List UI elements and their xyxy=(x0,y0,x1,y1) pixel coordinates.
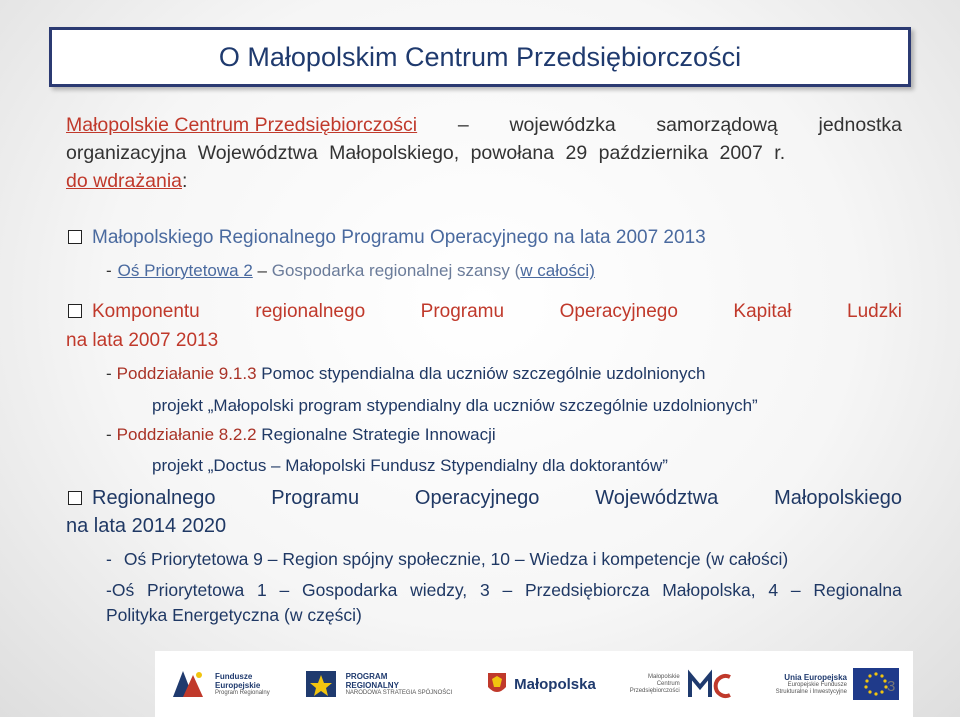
intro-text: organizacyjna Województwa Małopolskiego, powołana 29 października 2007 r. xyxy=(66,142,786,164)
footer-logo-band xyxy=(155,651,913,717)
dash: - xyxy=(106,549,112,569)
program-3-axis-1 xyxy=(106,549,788,570)
word: Programu xyxy=(271,487,360,509)
program-3-first-word xyxy=(68,487,215,510)
regional-program-star-icon xyxy=(304,667,340,701)
intro-word: jednostka xyxy=(818,114,902,136)
logo-4-line-1: Małopolskie xyxy=(648,673,680,680)
logo-4-text xyxy=(630,674,680,695)
logo-mcp xyxy=(630,667,742,701)
program-3-axis-2-line-1 xyxy=(106,580,902,601)
program-2-first-word xyxy=(68,301,200,323)
intro-word: – xyxy=(457,114,469,136)
word: Priorytetowa xyxy=(146,580,245,600)
logo-1-line-3: Program Regionalny xyxy=(215,689,270,696)
word: Małopolska, xyxy=(662,580,756,600)
program-3-title-line-1 xyxy=(68,487,902,510)
logo-2-line-1: PROGRAM xyxy=(345,671,388,681)
slide-title-box xyxy=(49,27,911,87)
logo-1-text xyxy=(215,672,270,697)
measure-9-1-3 xyxy=(106,364,705,384)
intro-line-1 xyxy=(66,111,902,139)
program-1-axis xyxy=(106,261,595,281)
axis-tail: w całości) xyxy=(520,261,595,280)
logo-4-line-2: Centrum xyxy=(656,680,680,687)
word: Małopolskiego xyxy=(774,487,902,509)
word: – xyxy=(279,580,290,600)
intro-line-2 xyxy=(66,139,902,167)
dash: - xyxy=(106,364,112,383)
word: Przedsiębiorcza xyxy=(524,580,650,600)
measure-label: Poddziałanie 8.2.2 xyxy=(116,425,257,444)
word: Operacyjnego xyxy=(559,301,678,322)
project-2: projekt „Doctus – Małopolski Fundusz Stypendialny dla doktorantów” xyxy=(152,456,668,475)
program-1-title-text: Małopolskiego Regionalnego Programu Operacyjnego na lata 2007 2013 xyxy=(92,227,706,248)
word: Województwa xyxy=(595,487,719,509)
measure-label: Poddziałanie 9.1.3 xyxy=(116,364,257,383)
implementation-label: do wdrażania xyxy=(66,170,182,192)
checkbox-bullet-icon xyxy=(68,491,82,505)
logo-5-line-1: Unia Europejska xyxy=(784,672,847,682)
logo-unia-europejska xyxy=(776,668,899,700)
logo-2-line-2: REGIONALNY xyxy=(345,680,399,690)
org-name: Małopolskie Centrum Przedsiębiorczości xyxy=(66,114,418,136)
checkbox-bullet-icon xyxy=(68,230,82,244)
word: Oś xyxy=(111,580,135,600)
word: Operacyjnego xyxy=(414,487,540,509)
slide-title: O Małopolskim Centrum Przedsiębiorczości xyxy=(218,41,742,72)
word: Regionalnego xyxy=(92,487,216,509)
mcp-logo-icon xyxy=(686,667,742,701)
logo-2-line-3: NARODOWA STRATEGIA SPÓJNOŚCI xyxy=(345,689,453,696)
word: 4 xyxy=(768,580,779,600)
axis-text: Gospodarka regionalnej szansy ( xyxy=(271,261,521,280)
page-number: 3 xyxy=(887,678,896,695)
separator: – xyxy=(257,261,267,280)
word: Gospodarka xyxy=(302,580,398,600)
dash: - xyxy=(106,580,112,600)
logo-1-line-1: Fundusze xyxy=(215,671,253,681)
axis-text: Oś Priorytetowa 9 – Region spójny społecznie, 10 – Wiedza i kompetencje (w całości) xyxy=(123,549,789,569)
word: Ludzki xyxy=(847,301,902,322)
intro-word: samorządową xyxy=(656,114,778,136)
intro-word: wojewódzka xyxy=(509,114,616,136)
program-1-title xyxy=(68,227,706,249)
word: Komponentu xyxy=(92,301,200,322)
word: Programu xyxy=(420,301,505,322)
logo-program-regionalny xyxy=(304,667,453,701)
dash: - xyxy=(106,425,112,444)
program-2-title-line-2: na lata 2007 2013 xyxy=(66,330,219,351)
word: regionalnego xyxy=(255,301,366,322)
axis-2-first-word xyxy=(106,580,134,601)
word: 3 xyxy=(479,580,490,600)
colon: : xyxy=(182,170,188,192)
logo-2-text xyxy=(346,672,453,697)
axis-label: Oś Priorytetowa 2 xyxy=(117,261,253,280)
logo-5-text xyxy=(776,673,847,696)
program-3-title-line-2: na lata 2014 2020 xyxy=(66,515,227,537)
word: – xyxy=(502,580,513,600)
measure-8-2-2 xyxy=(106,425,496,445)
intro-line-3 xyxy=(66,167,902,195)
dash: - xyxy=(106,261,112,280)
logo-5-line-3: Strukturalne i Inwestycyjne xyxy=(775,688,847,695)
logo-fundusze-europejskie xyxy=(169,667,270,701)
logo-3-text: Małopolska xyxy=(514,675,596,693)
program-2-title-line-1 xyxy=(68,301,902,323)
logo-malopolska xyxy=(486,671,596,697)
word: – xyxy=(790,580,801,600)
word: Regionalna xyxy=(813,580,902,600)
word: 1 xyxy=(257,580,267,600)
logo-5-line-2: Europejskie Fundusze xyxy=(787,681,847,688)
word: Kapitał xyxy=(733,301,792,322)
logo-1-line-2: Europejskie xyxy=(215,680,261,690)
malopolska-crest-icon xyxy=(486,671,508,697)
measure-text: Regionalne Strategie Innowacji xyxy=(261,425,496,444)
program-3-axis-2-line-2: Polityka Energetyczna (w części) xyxy=(106,605,362,625)
eu-funds-star-icon xyxy=(169,667,209,701)
measure-text: Pomoc stypendialna dla uczniów szczególnie uzdolnionych xyxy=(261,364,706,383)
project-1: projekt „Małopolski program stypendialny dla uczniów szczególnie uzdolnionych” xyxy=(152,396,758,415)
word: wiedzy, xyxy=(410,580,468,600)
checkbox-bullet-icon xyxy=(68,304,82,318)
intro-paragraph xyxy=(66,111,902,195)
logo-4-line-3: Przedsiębiorczości xyxy=(629,687,680,694)
